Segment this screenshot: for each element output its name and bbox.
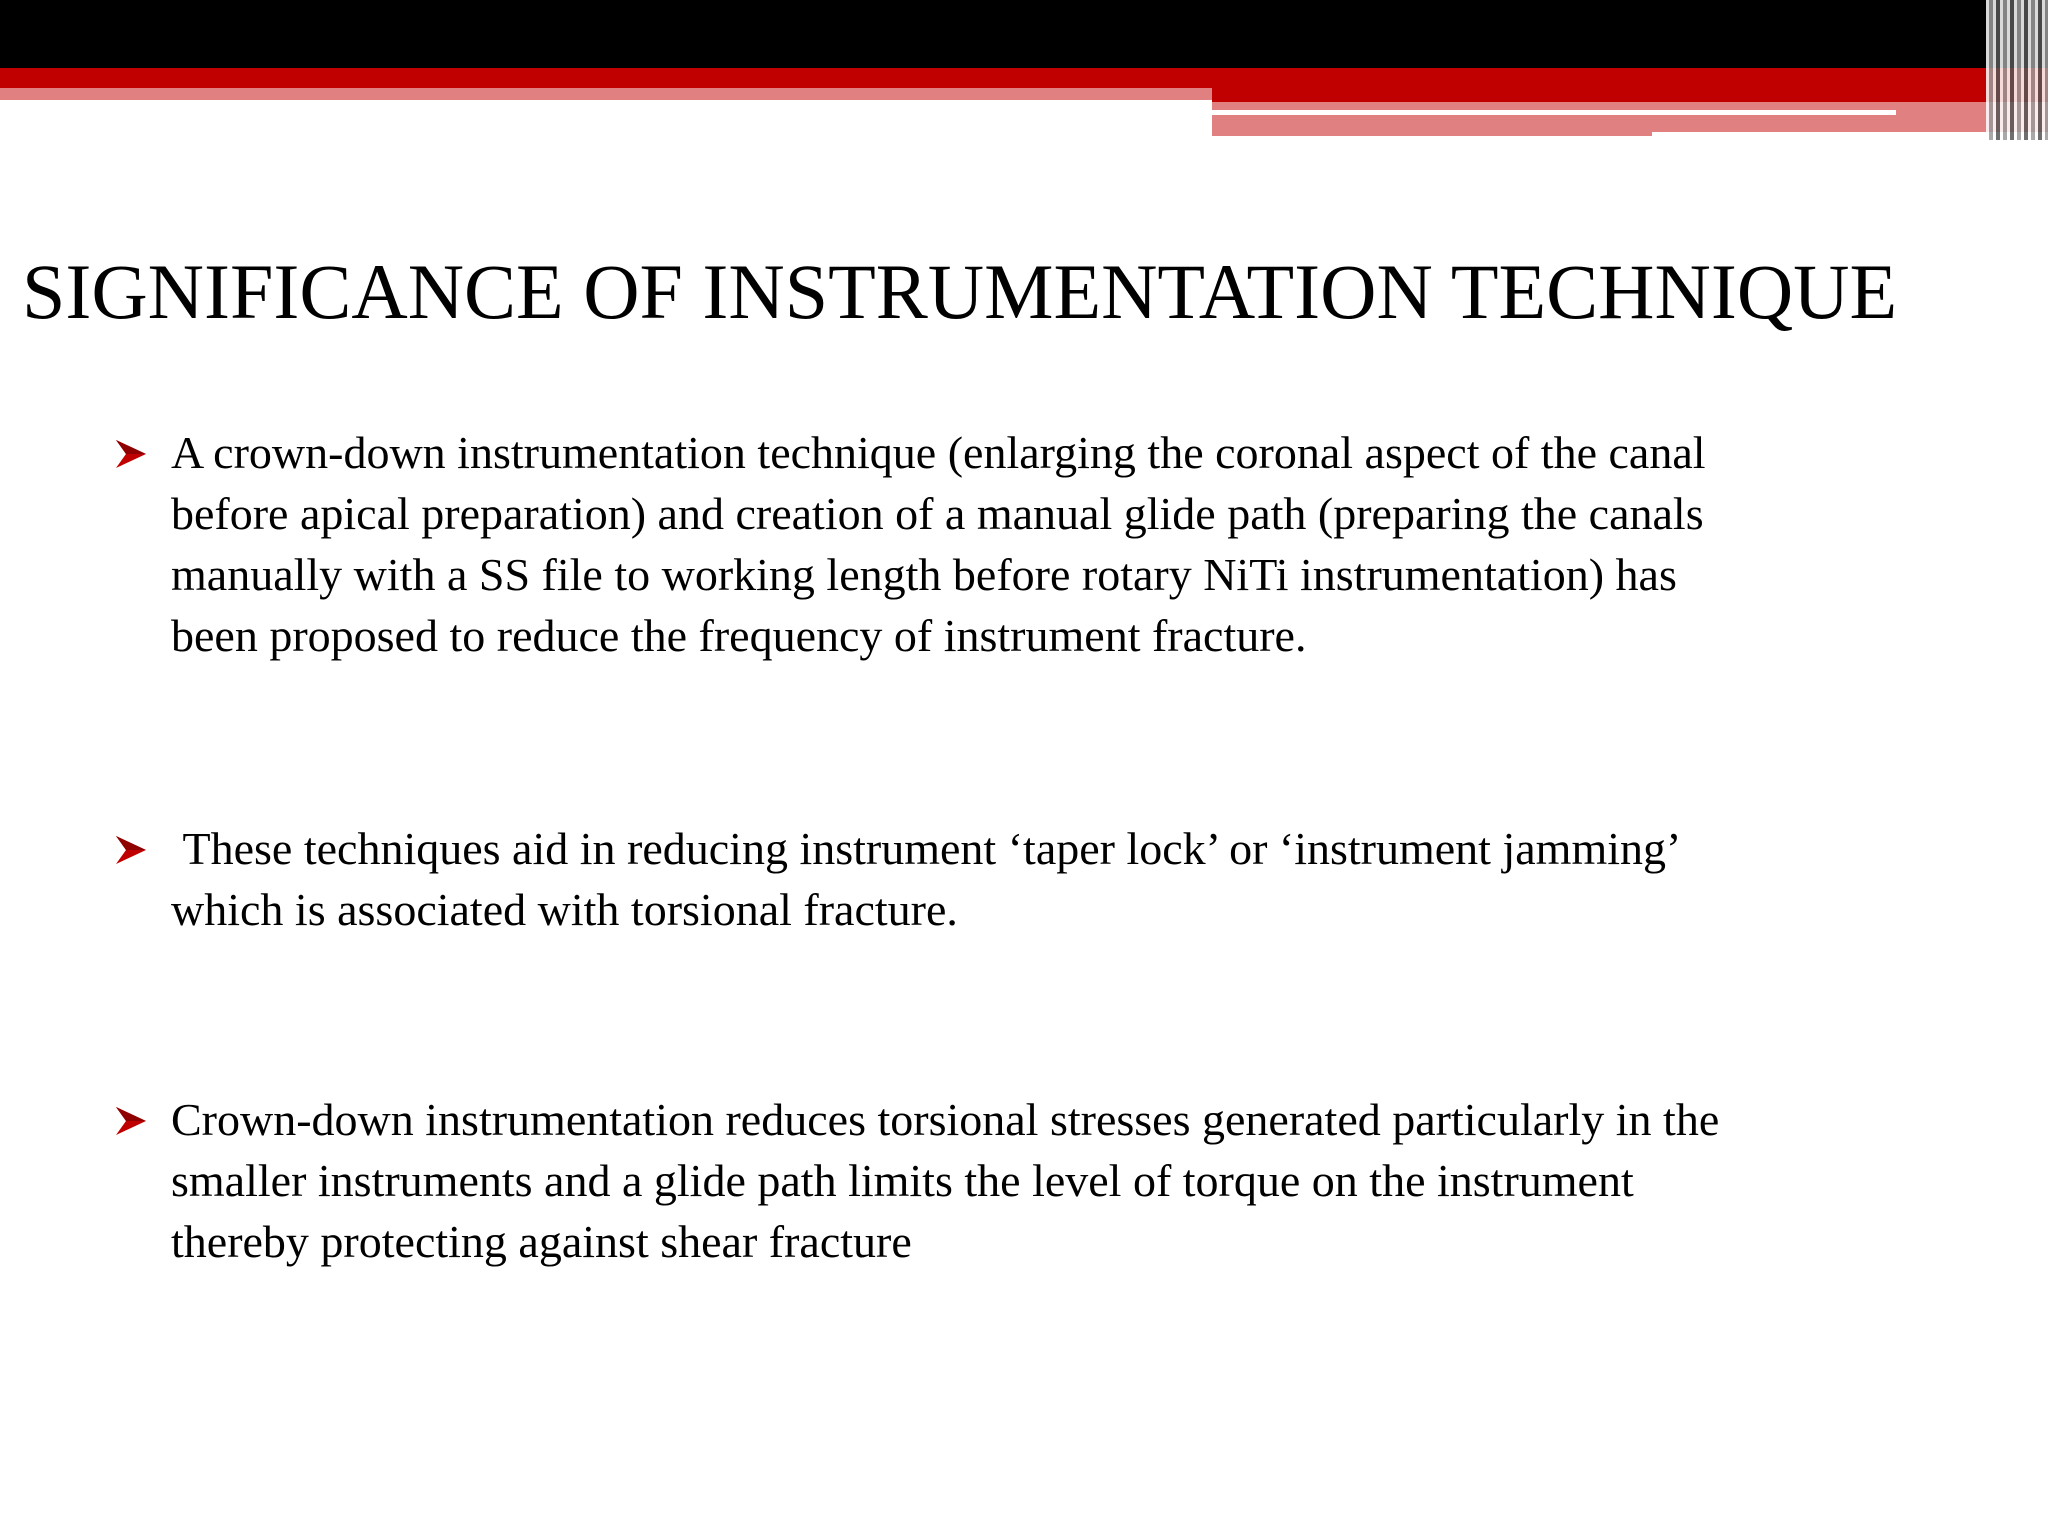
header-white-line bbox=[1212, 110, 1896, 115]
bullet-line: manually with a SS file to working length before rotary NiTi instrumentation) has bbox=[171, 549, 1677, 600]
bullet-line: before apical preparation) and creation of a manual glide path (preparing the canals bbox=[171, 488, 1704, 539]
bullet-line: A crown-down instrumentation technique (enlarging the coronal aspect of the canal bbox=[171, 427, 1706, 478]
bullet-item bbox=[114, 1089, 1914, 1279]
bullet-line: been proposed to reduce the frequency of instrument fracture. bbox=[171, 610, 1307, 661]
bullet-text bbox=[171, 422, 2011, 666]
header-pink-band-right bbox=[1212, 102, 2048, 136]
header-edge-strips bbox=[1986, 0, 2048, 140]
bullet-item bbox=[114, 818, 1914, 948]
header-black-band bbox=[0, 0, 2048, 68]
arrowhead-bullet-icon bbox=[114, 438, 148, 470]
header-red-band-right bbox=[1212, 88, 2048, 102]
bullet-line: thereby protecting against shear fracture bbox=[171, 1216, 912, 1267]
slide-title: SIGNIFICANCE OF INSTRUMENTATION TECHNIQUE bbox=[22, 248, 1898, 335]
bullet-line: smaller instruments and a glide path limits the level of torque on the instrument bbox=[171, 1155, 1634, 1206]
header-red-band bbox=[0, 68, 2048, 88]
bullet-line: which is associated with torsional fracture. bbox=[171, 884, 958, 935]
bullet-line: These techniques aid in reducing instrument ‘taper lock’ or ‘instrument jamming’ bbox=[171, 823, 1682, 874]
bullet-text bbox=[171, 818, 2011, 940]
bullet-text bbox=[171, 1089, 2011, 1272]
bullet-line: Crown-down instrumentation reduces torsional stresses generated particularly in the bbox=[171, 1094, 1720, 1145]
header-pink-band-left bbox=[0, 88, 1212, 100]
arrowhead-bullet-icon bbox=[114, 834, 148, 866]
bullet-item bbox=[114, 422, 1914, 672]
arrowhead-bullet-icon bbox=[114, 1105, 148, 1137]
